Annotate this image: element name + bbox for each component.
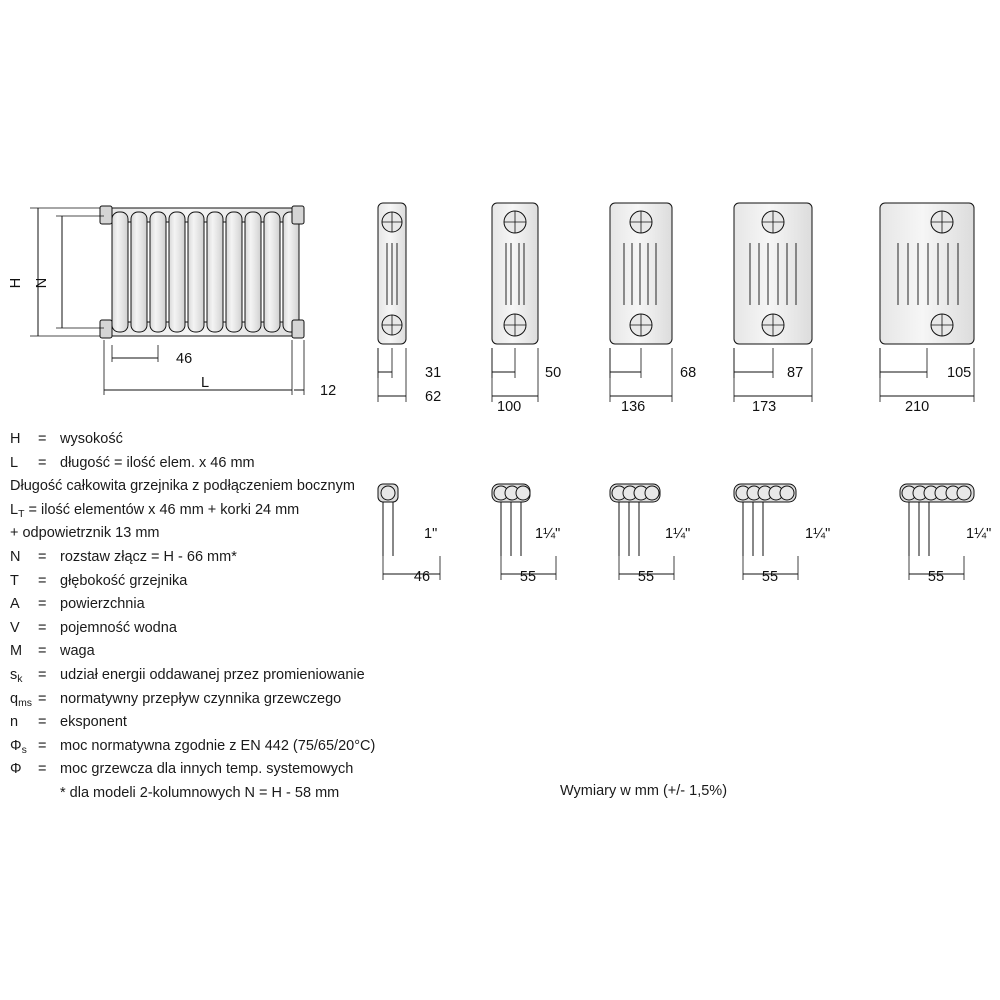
legend-text: moc normatywna zgodnie z EN 442 (75/65/20°C) [60,737,376,754]
spacing-col6: 55 [927,569,945,585]
legend-symbol [10,758,38,782]
label-H: H [8,277,24,289]
legend-equals: = [38,690,47,707]
legend-symbol: T [10,572,19,589]
dim-46: 46 [176,351,193,367]
legend-symbol-base: s [10,666,18,683]
legend-symbol: V [10,619,20,636]
legend-symbol [10,735,38,760]
legend-row-N [10,546,460,570]
spacing-col4: 55 [637,569,655,585]
thread-col4: 1¼" [665,526,691,542]
thread-col5: 1¼" [805,526,831,542]
legend-symbol [10,688,38,713]
legend-symbol-base: q [10,690,19,707]
legend-total-length-line: Długość całkowita grzejnika z podłączeniem bocznym [10,478,355,495]
legend-row-phi [10,758,460,782]
legend-text: powierzchnia [60,596,145,613]
dim-outer-col4: 136 [621,399,646,415]
section-col3 [492,203,561,415]
legend-lt-line [10,499,460,523]
thread-col6: 1¼" [966,526,992,542]
section-col6 [880,203,974,415]
legend-equals: = [38,761,47,778]
legend-row-T [10,570,460,594]
legend-equals: = [38,454,47,471]
dim-12: 12 [320,383,337,399]
legend-row-n [10,711,460,735]
legend-row-L [10,452,460,476]
legend-equals: = [38,596,47,613]
legend-text: głębokość grzejnika [60,572,188,589]
legend-text: normatywny przepływ czynnika grzewczego [60,690,342,707]
section-col5 [734,203,812,415]
legend-text: waga [60,643,95,660]
thread-col3: 1¼" [535,526,561,542]
legend-text: moc grzewcza dla innych temp. systemowych [60,761,354,778]
dim-outer-col5: 173 [752,399,777,415]
dim-outer-col3: 100 [497,399,522,415]
section-col4 [610,203,696,415]
legend-symbol-base: Φ [10,761,22,778]
dim-inner-col3: 50 [545,365,562,381]
connection-detail-col3 [492,484,560,585]
label-N: N [34,277,50,289]
legend-symbol: A [10,596,20,613]
legend-row-H [10,428,460,452]
legend-symbol-sub: k [17,673,23,685]
legend-equals: = [38,572,47,589]
legend-equals: = [38,714,47,731]
legend-text: wysokość [60,431,123,447]
thread-col2: 1" [424,526,438,542]
legend-equals: = [38,548,47,565]
legend-vent-line: + odpowietrznik 13 mm [10,525,160,542]
dim-inner-col5: 87 [787,365,804,381]
legend-equals: = [38,737,47,754]
legend-text: eksponent [60,714,127,731]
legend-lt-symbol: L [10,501,19,518]
section-col2 [378,203,441,405]
legend-text: udział energii oddawanej przez promieniowanie [60,666,365,683]
dim-inner-col2: 31 [425,365,442,381]
legend-symbol-base: n [10,714,19,731]
legend-footnote: * dla modeli 2-kolumnowych N = H - 58 mm [60,784,340,801]
legend-equals: = [38,666,47,683]
legend-block [10,428,460,806]
legend-symbol: N [10,548,21,565]
legend-row-phi-s [10,735,460,759]
units-note: Wymiary w mm (+/- 1,5%) [560,783,728,799]
legend-row-V [10,617,460,641]
legend-symbol-sub: ms [18,697,32,709]
legend-row-A [10,593,460,617]
dim-L: L [200,375,210,391]
legend-symbol-sub: s [21,744,27,756]
connection-detail-col6 [900,484,991,585]
dim-outer-col6: 210 [905,399,930,415]
legend-lt-text: = ilość elementów x 46 mm + korki 24 mm [28,501,300,518]
connection-detail-col5 [734,484,830,585]
legend-row-sk [10,664,460,688]
spacing-col3: 55 [519,569,537,585]
legend-symbol [10,664,38,689]
legend-equals: = [38,619,47,636]
legend-text: długość = ilość elem. x 46 mm [60,454,255,471]
legend-equals: = [38,643,47,660]
legend-symbol: H [10,431,21,447]
legend-row-qms [10,688,460,712]
legend-row-M [10,640,460,664]
dim-inner-col6: 105 [947,365,972,381]
legend-symbol-base: Φ [10,737,22,754]
legend-symbol [10,711,38,735]
legend-symbol: L [10,454,19,471]
dim-outer-col2: 62 [425,389,442,405]
spacing-col2: 46 [413,569,431,585]
legend-text: pojemność wodna [60,619,177,636]
connection-detail-col4 [610,484,690,585]
legend-text: rozstaw złącz = H - 66 mm* [60,548,237,565]
legend-equals: = [38,431,47,447]
legend-lt-subscript: T [18,508,25,520]
legend-symbol: M [10,643,23,660]
front-view-radiator [100,206,304,338]
dim-inner-col4: 68 [680,365,697,381]
spacing-col5: 55 [761,569,779,585]
